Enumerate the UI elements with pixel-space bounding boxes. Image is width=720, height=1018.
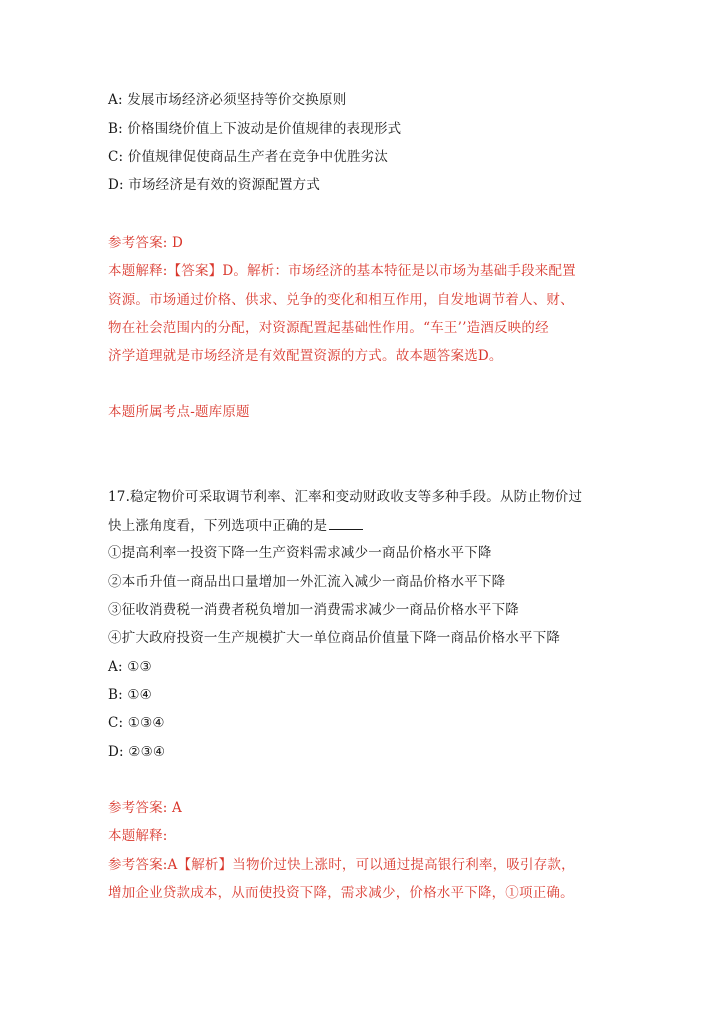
q16-option-d: D: 市场经济是有效的资源配置方式 (108, 177, 321, 193)
q16-option-a: A: 发展市场经济必须坚持等价交换原则 (108, 92, 347, 108)
q17-explanation-line-1: 参考答案:A【解析】当物价过快上涨时，可以通过提高银行利率，吸引存款， (108, 857, 575, 873)
q16-option-b: B: 价格围绕价值上下波动是价值规律的表现形式 (108, 121, 402, 137)
q17-explanation-line-2: 增加企业贷款成本，从而使投资下降，需求减少，价格水平下降，①项正确。 (108, 885, 574, 901)
q17-option-c: C: ①③④ (108, 715, 165, 731)
q17-statement-4: ④扩大政府投资一生产规模扩大一单位商品价值量下降一商品价格水平下降 (108, 630, 561, 646)
q17-statement-1: ①提高利率一投资下降一生产资料需求减少一商品价格水平下降 (108, 545, 492, 561)
q16-explanation-line-4: 济学道理就是市场经济是有效配置资源的方式。故本题答案选D。 (108, 348, 503, 364)
q17-option-a: A: ①③ (108, 659, 152, 675)
q16-option-c: C: 价值规律促使商品生产者在竞争中优胜劣汰 (108, 149, 389, 165)
q16-answer: 参考答案: D (108, 235, 184, 251)
q16-explanation-line-3: 物在社会范围内的分配，对资源配置起基础性作用。“车王’’造酒反映的经 (108, 320, 549, 336)
q17-stem-text: 快上涨角度看，下列选项中正确的是 (108, 518, 328, 534)
q16-source: 本题所属考点-题库原题 (108, 404, 250, 420)
q16-explanation-line-2: 资源。市场通过价格、供求、兑争的变化和相互作用，自发地调节着人、财、 (108, 292, 574, 308)
q16-explanation-line-1: 本题解释:【答案】D。解析：市场经济的基本特征是以市场为基础手段来配置 (108, 263, 576, 279)
q17-stem-line-2 (108, 515, 363, 536)
q17-answer: 参考答案: A (108, 800, 182, 816)
q17-statement-2: ②本币升值一商品出口量增加一外汇流入减少一商品价格水平下降 (108, 574, 506, 590)
answer-blank (329, 515, 363, 530)
q17-option-d: D: ②③④ (108, 744, 166, 760)
q17-explanation-label: 本题解释: (108, 828, 168, 844)
q17-stem-line-1: 17.稳定物价可采取调节利率、汇率和变动财政收支等多种手段。从防止物价过 (108, 489, 583, 505)
q17-option-b: B: ①④ (108, 687, 152, 703)
q17-statement-3: ③征收消费税一消费者税负增加一消费需求减少一商品价格水平下降 (108, 602, 519, 618)
